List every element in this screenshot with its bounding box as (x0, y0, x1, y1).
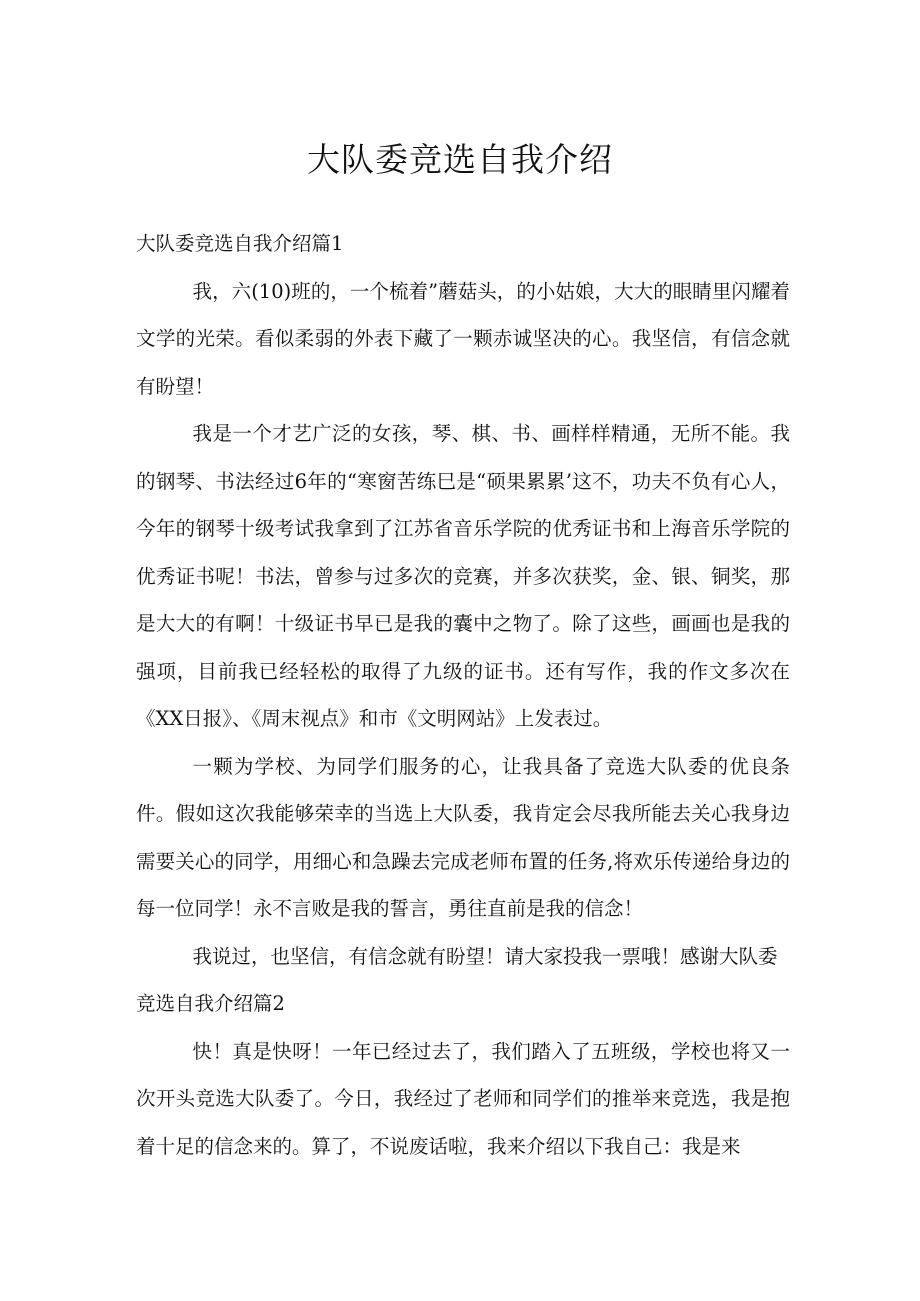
paragraph-4: 我说过，也坚信，有信念就有盼望！请大家投我一票哦！感谢大队委 (192, 944, 778, 968)
section-heading-2: 竞选自我介绍篇2 (136, 992, 285, 1015)
paragraph-3: 一颗为学校、为同学们服务的心，让我具备了竞选大队委的优良条件。假如这次我能够荣幸的当选上大队委，我肯定会尽我所能去关心我身边需要关心的同学，用细心和急躁去完成老师布置的任务,将欢乐传递给身边的每一位同学！永不言败是我的誓言，勇往直前是我的信念！ (136, 754, 790, 920)
paragraph-5: 快！真是快呀！一年已经过去了，我们踏入了五班级，学校也将又一次开头竞选大队委了。今日，我经过了老师和同学们的推举来竞选，我是抱着十足的信念来的。算了，不说废话啦，我来介绍以下我自己：我是来 (136, 1039, 790, 1158)
paragraph-1: 我，六(10)班的，一个梳着”蘑菇头，的小姑娘，大大的眼睛里闪耀着文学的光荣。看似柔弱的外表下藏了一颗赤诚坚决的心。我坚信，有信念就有盼望！ (136, 279, 790, 398)
document-body (136, 220, 790, 1170)
section-heading-1: 大队委竞选自我介绍篇1 (136, 232, 344, 255)
paragraph-2: 我是一个才艺广泛的女孩，琴、棋、书、画样样精通，无所不能。我的钢琴、书法经过6年的“寒窗苦练巳是“硕果累累’这不，功夫不负有心人，今年的钢琴十级考试我拿到了江苏省音乐学院的优秀证书和上海音乐学院的优秀证书呢！书法，曾参与过多次的竞赛，并多次获奖，金、银、铜奖，那是大大的有啊！十级证书早已是我的囊中之物了。除了这些，画画也是我的强项，目前我已经轻松的取得了九级的证书。还有写作，我的作文多次在《XX日报》、《周末视点》和市《文明网站》上发表过。 (136, 422, 790, 730)
document-title: 大队委竞选自我介绍 (307, 140, 613, 179)
